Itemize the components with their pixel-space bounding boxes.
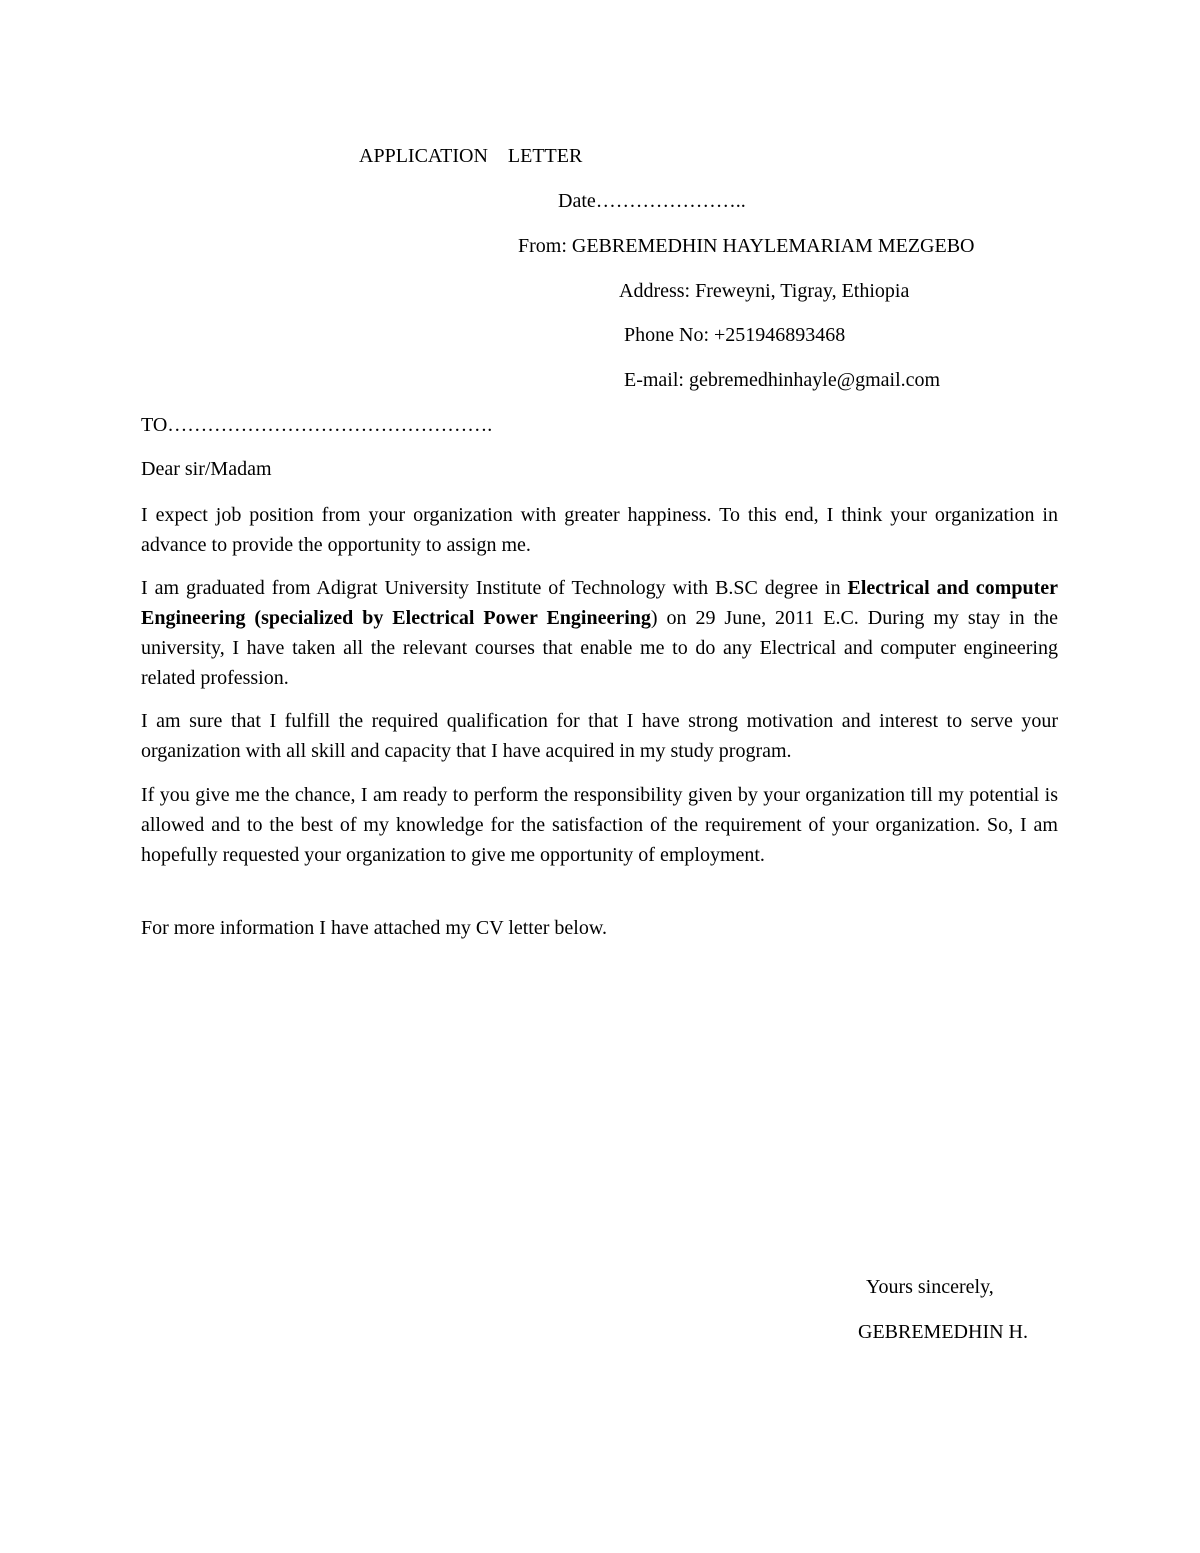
sender-email: E-mail: gebremedhinhayle@gmail.com <box>624 369 941 391</box>
paragraph-education-degree: Electrical and computer Engineering (specialized by Electrical Power Engineering <box>141 577 1058 629</box>
paragraph-education-text-1: I am graduated from Adigrat University Institute of Technology with B.SC degree in <box>141 577 848 599</box>
sender-address: Address: Freweyni, Tigray, Ethiopia <box>619 280 910 302</box>
paragraph-intro: I expect job position from your organization with greater happiness. To this end, I think your organization in advance to provide the opportunity to assign me. <box>141 504 1058 556</box>
closing: Yours sincerely, <box>866 1276 994 1298</box>
date-line: Date………………….. <box>558 190 746 212</box>
paragraph-qualification: I am sure that I fulfill the required qualification for that I have strong motivation and interest to serve your organization with all skill and capacity that I have acquired in my study program. <box>141 710 1058 762</box>
recipient-line: TO…………………………………………. <box>141 414 493 436</box>
signature-name: GEBREMEDHIN H. <box>858 1321 1028 1343</box>
paragraph-education <box>141 573 1058 693</box>
salutation: Dear sir/Madam <box>141 458 272 480</box>
sender-phone: Phone No: +251946893468 <box>624 324 846 346</box>
paragraph-education-text-2: ) on 29 June, 2011 E.C. During my stay in the university, I have taken all the relevant courses that enable me to do any Electrical and computer engineering related profession. <box>141 607 1058 689</box>
paragraph-request: If you give me the chance, I am ready to perform the responsibility given by your organization till my potential is allowed and to the best of my knowledge for the satisfaction of the requirement of your organization. So, I am hopefully requested your organization to give me opportunity of employment. <box>141 784 1058 866</box>
letter-title: APPLICATION LETTER <box>359 145 583 167</box>
paragraph-attachment: For more information I have attached my CV letter below. <box>141 917 607 939</box>
sender-name: From: GEBREMEDHIN HAYLEMARIAM MEZGEBO <box>518 235 975 257</box>
